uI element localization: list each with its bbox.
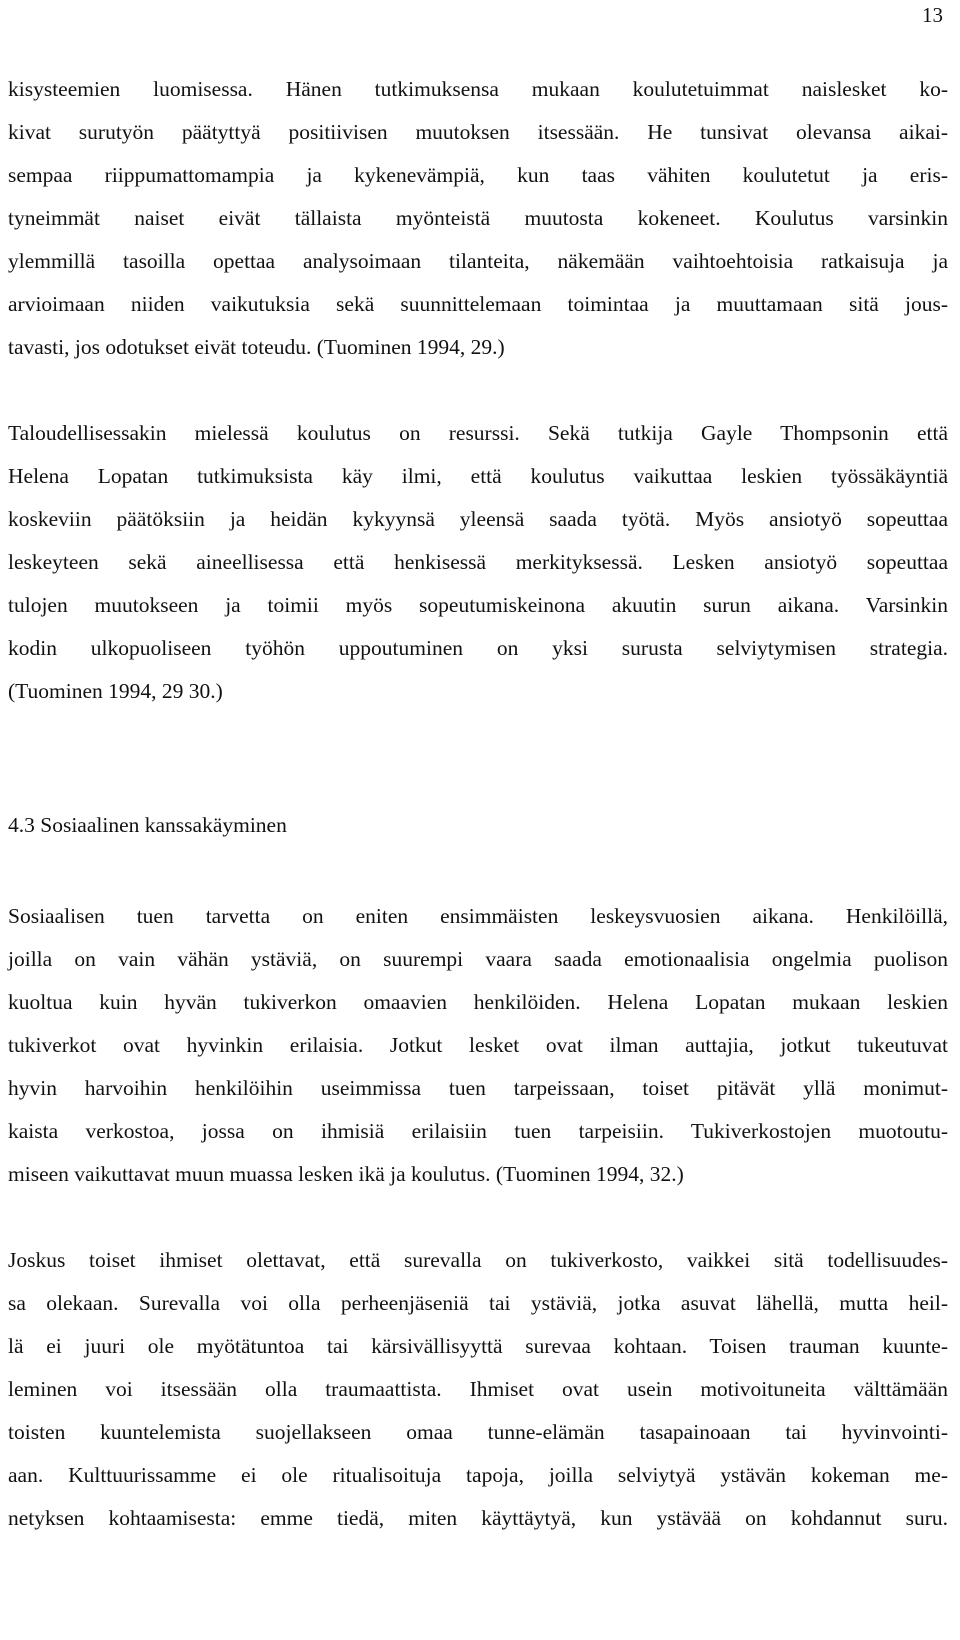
paragraph-line: tukiverkot ovat hyvinkin erilaisia. Jotkut lesket ovat ilman auttajia, jotkut tukeutuvat bbox=[8, 1033, 948, 1057]
paragraph-line: kuoltua kuin hyvän tukiverkon omaavien henkilöiden. Helena Lopatan mukaan leskien bbox=[8, 990, 948, 1014]
paragraph-line: arvioimaan niiden vaikutuksia sekä suunnittelemaan toimintaa ja muuttamaan sitä jous- bbox=[8, 292, 948, 316]
paragraph-line: netyksen kohtaamisesta: emme tiedä, miten käyttäytyä, kun ystävää on kohdannut suru. bbox=[8, 1506, 948, 1530]
paragraph-line: leminen voi itsessään olla traumaattista. Ihmiset ovat usein motivoituneita välttämään bbox=[8, 1377, 948, 1401]
paragraph-line: miseen vaikuttavat muun muassa lesken ikä ja koulutus. (Tuominen 1994, 32.) bbox=[8, 1162, 684, 1186]
paragraph-line: koskeviin päätöksiin ja heidän kykyynsä yleensä saada työtä. Myös ansiotyö sopeuttaa bbox=[8, 507, 948, 531]
paragraph-line: leskeyteen sekä aineellisessa että henkisessä merkityksessä. Lesken ansiotyö sopeuttaa bbox=[8, 550, 948, 574]
paragraph-line: hyvin harvoihin henkilöihin useimmissa tuen tarpeissaan, toiset pitävät yllä monimut- bbox=[8, 1076, 948, 1100]
paragraph-line: aan. Kulttuurissamme ei ole ritualisoituja tapoja, joilla selviytyä ystävän kokeman me- bbox=[8, 1463, 948, 1487]
paragraph-line: Helena Lopatan tutkimuksista käy ilmi, että koulutus vaikuttaa leskien työssäkäyntiä bbox=[8, 464, 948, 488]
paragraph-line: kivat surutyön päätyttyä positiivisen muutoksen itsessään. He tunsivat olevansa aikai- bbox=[8, 120, 948, 144]
paragraph-line: tavasti, jos odotukset eivät toteudu. (Tuominen 1994, 29.) bbox=[8, 335, 505, 359]
paragraph-line: tyneimmät naiset eivät tällaista myönteistä muutosta kokeneet. Koulutus varsinkin bbox=[8, 206, 948, 230]
paragraph-line: Joskus toiset ihmiset olettavat, että surevalla on tukiverkosto, vaikkei sitä todellisuudes- bbox=[8, 1248, 948, 1272]
paragraph-line: Taloudellisessakin mielessä koulutus on resurssi. Sekä tutkija Gayle Thompsonin että bbox=[8, 421, 948, 445]
paragraph-line: (Tuominen 1994, 29 30.) bbox=[8, 679, 223, 703]
paragraph-line: kisysteemien luomisessa. Hänen tutkimuksensa mukaan koulutetuimmat naislesket ko- bbox=[8, 77, 948, 101]
paragraph-line: kaista verkostoa, jossa on ihmisiä erilaisiin tuen tarpeisiin. Tukiverkostojen muotoutu- bbox=[8, 1119, 948, 1143]
paragraph-line: ylemmillä tasoilla opettaa analysoimaan tilanteita, näkemään vaihtoehtoisia ratkaisuja ja bbox=[8, 249, 948, 273]
paragraph-line: lä ei juuri ole myötätuntoa tai kärsivällisyyttä surevaa kohtaan. Toisen trauman kuunte- bbox=[8, 1334, 948, 1358]
paragraph-line: sempaa riippumattomampia ja kykenevämpiä, kun taas vähiten koulutetut ja eris- bbox=[8, 163, 948, 187]
page-number: 13 bbox=[922, 3, 943, 27]
paragraph-line: kodin ulkopuoliseen työhön uppoutuminen on yksi surusta selviytymisen strategia. bbox=[8, 636, 948, 660]
paragraph-line: tulojen muutokseen ja toimii myös sopeutumiskeinona akuutin surun aikana. Varsinkin bbox=[8, 593, 948, 617]
paragraph-line: joilla on vain vähän ystäviä, on suurempi vaara saada emotionaalisia ongelmia puolison bbox=[8, 947, 948, 971]
paragraph-line: toisten kuuntelemista suojellakseen omaa tunne-elämän tasapainoaan tai hyvinvointi- bbox=[8, 1420, 948, 1444]
paragraph-line: Sosiaalisen tuen tarvetta on eniten ensimmäisten leskeysvuosien aikana. Henkilöillä, bbox=[8, 904, 948, 928]
section-heading: 4.3 Sosiaalinen kanssakäyminen bbox=[8, 813, 287, 837]
paragraph-line: sa olekaan. Surevalla voi olla perheenjäseniä tai ystäviä, jotka asuvat lähellä, mutta heil- bbox=[8, 1291, 948, 1315]
